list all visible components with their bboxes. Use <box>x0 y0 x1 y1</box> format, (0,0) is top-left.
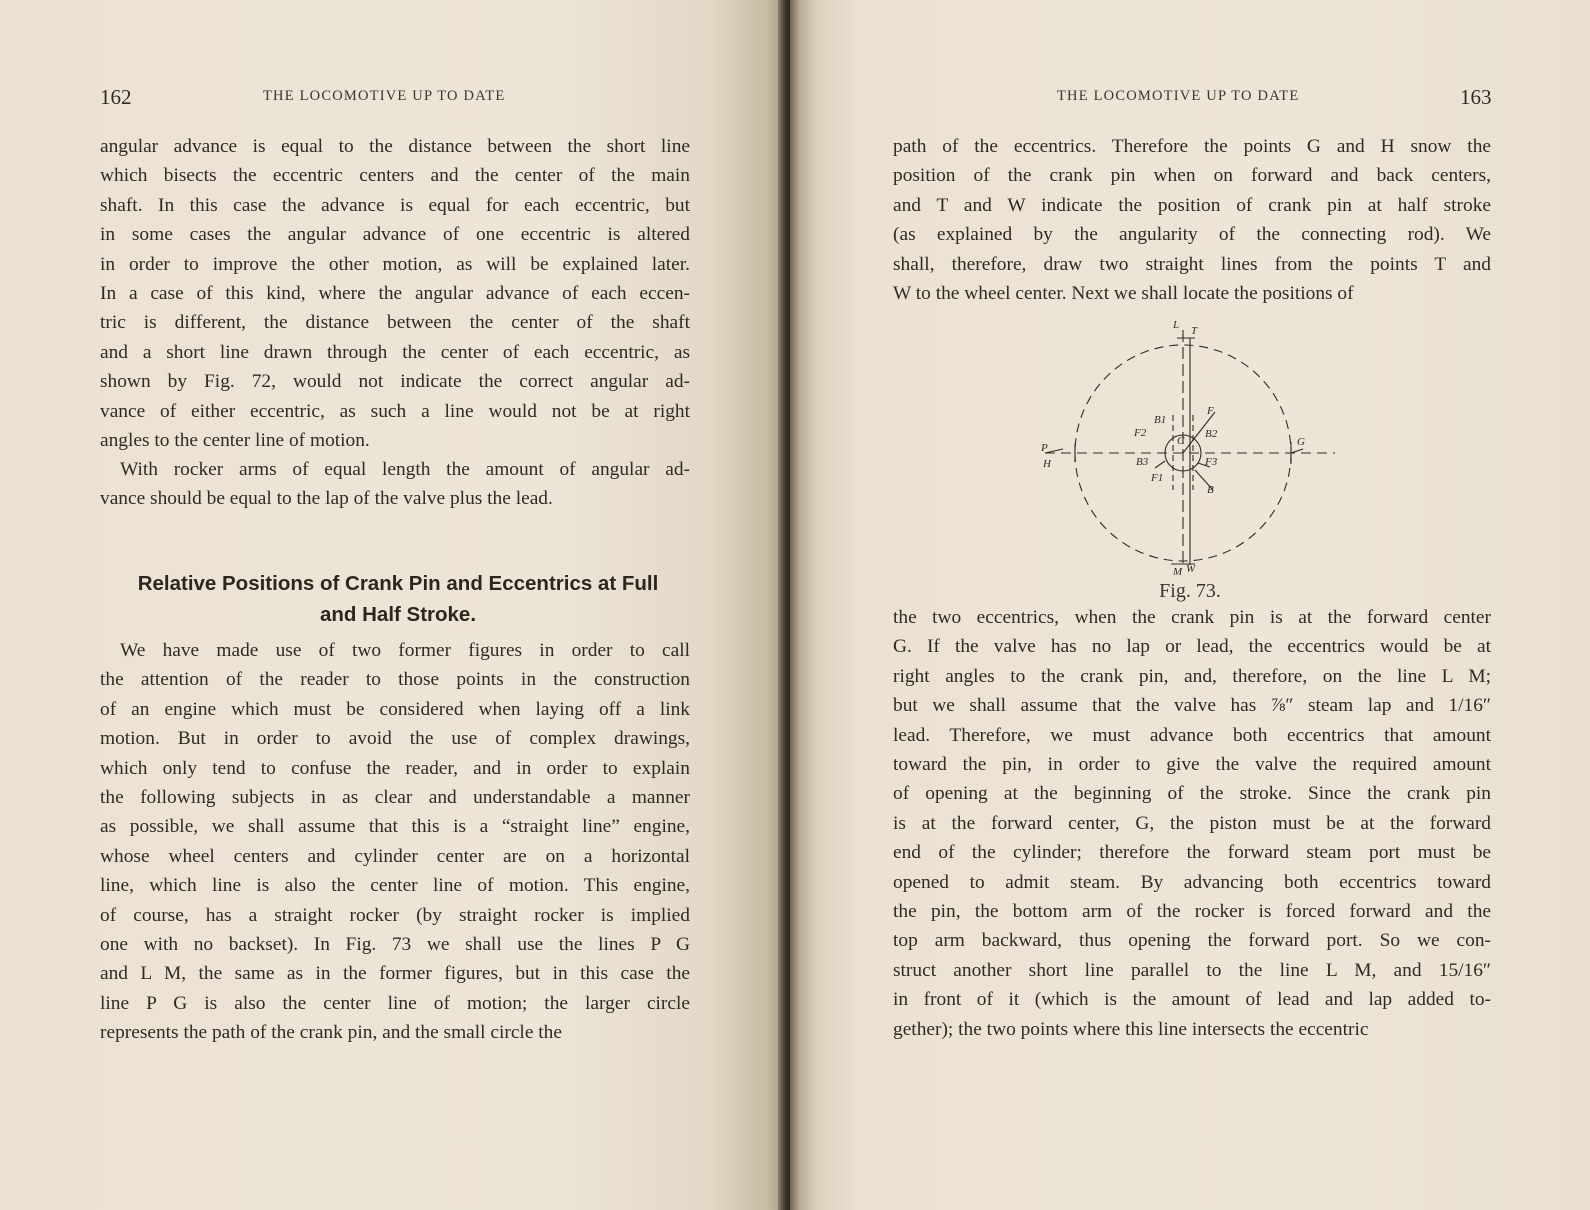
text-line: top arm backward, thus opening the forward port. So we con- <box>893 930 1491 952</box>
text-line: path of the eccentrics. Therefore the points G and H snow the <box>893 136 1491 157</box>
left-text-block-3 <box>100 636 690 1048</box>
left-running-head: THE LOCOMOTIVE UP TO DATE <box>263 88 506 104</box>
text-line: vance of either eccentric, as such a line would not be at right <box>100 400 690 422</box>
text-line: and T and W indicate the position of crank pin at half stroke <box>893 194 1491 216</box>
text-line: gether); the two points where this line intersects the eccentric <box>893 1018 1369 1040</box>
fig-label-f1: F1 <box>1151 472 1164 484</box>
text-line: of an engine which must be considered when laying off a link <box>100 698 690 720</box>
text-line: as possible, we shall assume that this is a “straight line” engine, <box>100 816 690 838</box>
fig-label-b3: B3 <box>1136 456 1149 468</box>
text-line: line, which line is also the center line of motion. This engine, <box>100 875 690 897</box>
text-line: one with no backset). In Fig. 73 we shall use the lines P G <box>100 934 690 956</box>
figure-73 <box>1041 319 1335 578</box>
text-line: vance should be equal to the lap of the valve plus the lead. <box>100 488 553 510</box>
section-heading-line-2: and Half Stroke. <box>319 603 477 626</box>
left-page-number: 162 <box>100 85 132 109</box>
text-line: and L M, the same as in the former figures, but in this case the <box>100 963 690 985</box>
text-line: G. If the valve has no lap or lead, the eccentrics would be at <box>893 636 1491 658</box>
text-line: In a case of this kind, where the angular advance of each eccen- <box>100 283 690 305</box>
fig-label-h: H <box>1043 458 1051 470</box>
text-line: W to the wheel center. Next we shall locate the positions of <box>893 283 1354 305</box>
text-line: position of the crank pin when on forward and back centers, <box>893 165 1491 187</box>
text-line: angular advance is equal to the distance between the short line <box>100 136 690 157</box>
text-line: and a short line drawn through the center of each eccentric, as <box>100 341 690 363</box>
text-line: (as explained by the angularity of the connecting rod). We <box>893 224 1491 246</box>
right-text-block-1 <box>893 132 1491 308</box>
text-line: shaft. In this case the advance is equal for each eccentric, but <box>100 194 690 216</box>
text-line: opened to admit steam. By advancing both eccentrics toward <box>893 871 1491 893</box>
text-line: end of the cylinder; therefore the forward steam port must be <box>893 842 1491 864</box>
figure-73-diagram <box>1041 319 1335 578</box>
fig-label-p: P <box>1041 442 1048 454</box>
text-line: in some cases the angular advance of one eccentric is altered <box>100 224 690 246</box>
text-line: tric is different, the distance between the center of the shaft <box>100 312 690 334</box>
text-line: the pin, the bottom arm of the rocker is forced forward and the <box>893 901 1491 923</box>
fig-label-g: G <box>1297 436 1305 448</box>
text-line: of opening at the beginning of the stroke. Since the crank pin <box>893 783 1491 805</box>
figure-caption: Fig. 73. <box>1159 580 1221 602</box>
text-line: the two eccentrics, when the crank pin is at the forward center <box>893 607 1491 628</box>
fig-label-b1: B1 <box>1154 414 1167 426</box>
section-heading <box>98 568 698 630</box>
text-line: angles to the center line of motion. <box>100 430 370 452</box>
text-line: lead. Therefore, we must advance both eccentrics that amount <box>893 724 1491 746</box>
text-line: but we shall assume that the valve has ⅞″ steam lap and 1/16″ <box>893 695 1491 717</box>
text-line: in order to improve the other motion, as will be explained later. <box>100 253 690 275</box>
fig-label-w: W <box>1186 563 1196 575</box>
left-text-block-2 <box>100 455 690 514</box>
text-line: motion. But in order to avoid the use of complex drawings, <box>100 728 690 750</box>
fig-label-l: L <box>1173 319 1180 331</box>
fig-label-f3: F3 <box>1205 456 1218 468</box>
text-line: toward the pin, in order to give the valve the required amount <box>893 754 1491 776</box>
text-line: right angles to the crank pin, and, therefore, on the line L M; <box>893 665 1491 687</box>
fig-label-b: B <box>1207 484 1214 496</box>
left-text-block-1 <box>100 132 690 455</box>
section-heading-line-1: Relative Positions of Crank Pin and Eccentrics at Full <box>137 572 659 595</box>
fig-label-b2: B2 <box>1205 428 1218 440</box>
fig-label-f: F <box>1207 405 1214 417</box>
text-line: represents the path of the crank pin, and the small circle the <box>100 1022 562 1044</box>
text-line: struct another short line parallel to the line L M, and 15/16″ <box>893 959 1491 981</box>
eccentric-arm-b3 <box>1155 461 1165 468</box>
text-line: With rocker arms of equal length the amount of angular ad- <box>120 459 690 480</box>
arrow-g <box>1291 449 1303 453</box>
text-line: which only tend to confuse the reader, and in order to explain <box>100 757 690 779</box>
right-text-block-2 <box>893 603 1491 1044</box>
text-line: in front of it (which is the amount of lead and lap added to- <box>893 989 1491 1011</box>
text-line: which bisects the eccentric centers and the center of the main <box>100 165 690 187</box>
fig-label-f2: F2 <box>1134 427 1147 439</box>
text-line: shall, therefore, draw two straight lines from the points T and <box>893 253 1491 275</box>
text-line: the following subjects in as clear and understandable a manner <box>100 787 690 809</box>
fig-label-m: M <box>1173 566 1183 578</box>
right-page-number: 163 <box>1460 85 1492 109</box>
text-line: shown by Fig. 72, would not indicate the correct angular ad- <box>100 371 690 393</box>
text-line: We have made use of two former figures in order to call <box>120 640 690 661</box>
right-running-head: THE LOCOMOTIVE UP TO DATE <box>1057 88 1300 104</box>
text-line: is at the forward center, G, the piston must be at the forward <box>893 812 1491 834</box>
text-line: line P G is also the center line of motion; the larger circle <box>100 992 690 1014</box>
text-line: of course, has a straight rocker (by straight rocker is implied <box>100 904 690 926</box>
fig-label-t: T <box>1191 325 1198 337</box>
text-line: the attention of the reader to those points in the construction <box>100 669 690 691</box>
text-line: whose wheel centers and cylinder center are on a horizontal <box>100 845 690 867</box>
fig-label-c: C <box>1177 435 1185 447</box>
